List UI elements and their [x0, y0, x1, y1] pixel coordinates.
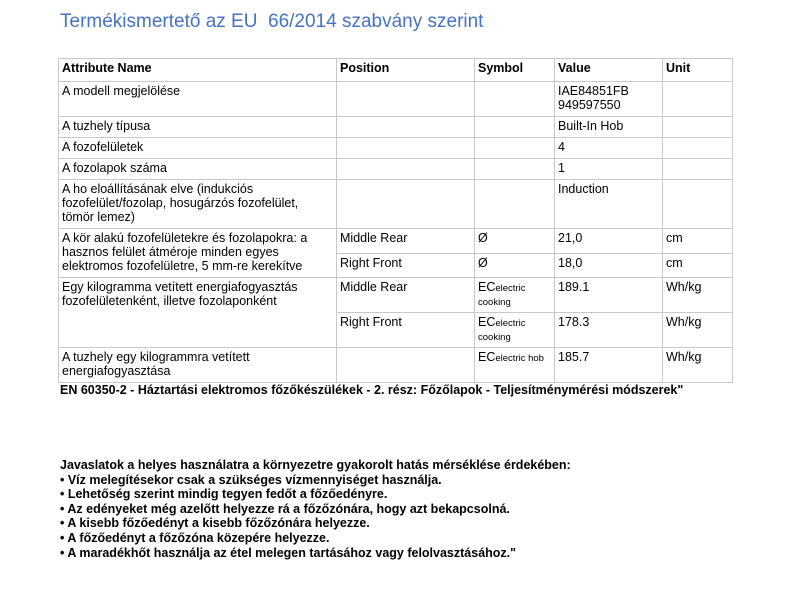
value-cell: 185.7 [555, 348, 663, 383]
symbol-cell [475, 82, 555, 117]
table-row [59, 180, 733, 229]
position-cell: Right Front [337, 313, 475, 348]
attribute-name: Egy kilogramma vetített energiafogyasztás fozofelületenként, illetve fozolaponként [59, 278, 337, 348]
position-cell: Middle Rear [337, 229, 475, 254]
tip-item: • A főzőedényt a főzőzóna közepére helyezze. [60, 530, 330, 545]
unit-cell [663, 180, 733, 229]
unit-cell: Wh/kg [663, 313, 733, 348]
symbol-cell [475, 159, 555, 180]
header-symbol: Symbol [475, 59, 555, 82]
symbol-subscript: electric cooking [478, 283, 526, 308]
standard-reference: EN 60350-2 - Háztartási elektromos főzőkészülékek - 2. rész: Főzőlapok - Teljesítménymérési módszerek" [60, 383, 684, 397]
unit-cell: Wh/kg [663, 278, 733, 313]
value-cell: 189.1 [555, 278, 663, 313]
unit-cell [663, 138, 733, 159]
tip-item: • Víz melegítésekor csak a szükséges vízmennyiséget használja. [60, 472, 442, 487]
attribute-name: A fozolapok száma [59, 159, 337, 180]
header-position: Position [337, 59, 475, 82]
value-cell: 178.3 [555, 313, 663, 348]
value-cell: 21,0 [555, 229, 663, 254]
value-cell: 4 [555, 138, 663, 159]
header-unit: Unit [663, 59, 733, 82]
unit-cell: Wh/kg [663, 348, 733, 383]
unit-cell [663, 117, 733, 138]
usage-tips [60, 458, 571, 560]
header-attribute-name: Attribute Name [59, 59, 337, 82]
attribute-name: A fozofelületek [59, 138, 337, 159]
position-cell [337, 82, 475, 117]
position-cell: Middle Rear [337, 278, 475, 313]
position-cell: Right Front [337, 253, 475, 278]
value-cell: 1 [555, 159, 663, 180]
position-cell [337, 117, 475, 138]
value-cell: Induction [555, 180, 663, 229]
unit-cell: cm [663, 253, 733, 278]
value-cell: 18,0 [555, 253, 663, 278]
header-value: Value [555, 59, 663, 82]
table-row [59, 138, 733, 159]
attribute-name: A kör alakú fozofelületekre és fozolapokra: a hasznos felület átméroje minden egyes elektromos fozofelületre, 5 mm-re kerekítve [59, 229, 337, 278]
symbol-main: EC [478, 315, 496, 329]
page-title: Termékismertető az EU 66/2014 szabvány szerint [60, 11, 484, 32]
position-cell [337, 159, 475, 180]
attribute-name: A ho eloállításának elve (indukciós fozofelület/fozolap, hosugárzós fozofelület, tömör lemez) [59, 180, 337, 229]
unit-cell [663, 82, 733, 117]
value-cell: IAE84851FB 949597550 [555, 82, 663, 117]
symbol-cell [475, 278, 555, 313]
value-cell: Built-In Hob [555, 117, 663, 138]
tip-item: • Lehetőség szerint mindig tegyen fedőt a főzőedényre. [60, 487, 388, 502]
symbol-subscript: electric cooking [478, 318, 526, 343]
table-header-row [59, 59, 733, 82]
unit-cell: cm [663, 229, 733, 254]
tip-item: • A maradékhőt használja az étel melegen tartásához vagy felolvasztásához." [60, 545, 517, 560]
symbol-cell: Ø [475, 229, 555, 254]
symbol-cell [475, 138, 555, 159]
attribute-name: A modell megjelölése [59, 82, 337, 117]
attribute-name: A tuzhely egy kilogrammra vetített energiafogyasztása [59, 348, 337, 383]
position-cell [337, 138, 475, 159]
table-row [59, 229, 733, 254]
table-row [59, 278, 733, 313]
symbol-main: EC [478, 350, 496, 364]
symbol-cell [475, 313, 555, 348]
position-cell [337, 348, 475, 383]
tips-heading: Javaslatok a helyes használatra a környezetre gyakorolt hatás mérséklése érdekében: [60, 458, 571, 472]
unit-cell [663, 159, 733, 180]
symbol-subscript: electric hob [495, 353, 544, 364]
attribute-name: A tuzhely típusa [59, 117, 337, 138]
symbol-cell [475, 180, 555, 229]
symbol-cell: Ø [475, 253, 555, 278]
table-row [59, 117, 733, 138]
table-row [59, 159, 733, 180]
table-row [59, 348, 733, 383]
tip-item: • A kisebb főzőedényt a kisebb főzőzónára helyezze. [60, 516, 370, 531]
symbol-main: EC [478, 280, 496, 294]
tip-item: • Az edényeket még azelőtt helyezze rá a főzőzónára, hogy azt bekapcsolná. [60, 501, 510, 516]
symbol-cell [475, 117, 555, 138]
position-cell [337, 180, 475, 229]
symbol-cell [475, 348, 555, 383]
product-spec-table [58, 58, 733, 383]
table-row [59, 82, 733, 117]
